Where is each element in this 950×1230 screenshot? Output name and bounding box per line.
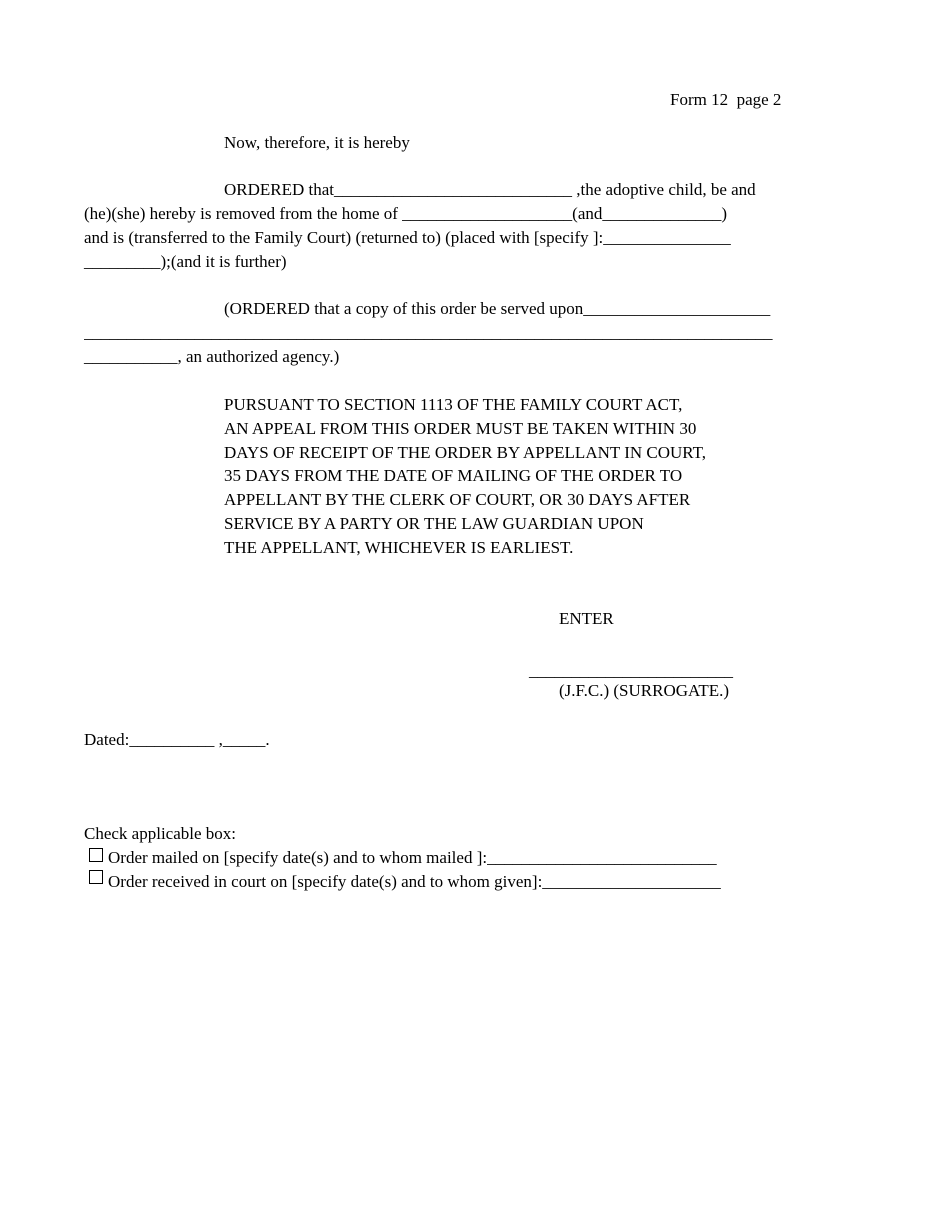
appeal-line-4: 35 DAYS FROM THE DATE OF MAILING OF THE ORDER TO: [224, 466, 683, 485]
service-line-2: _________________________________________________________________________________: [84, 323, 773, 342]
signature-line: ________________________: [529, 661, 733, 680]
checkbox-order-mailed-label: Order mailed on [specify date(s) and to whom mailed ]:___________________________: [108, 848, 717, 867]
intro-text: Now, therefore, it is hereby: [224, 133, 410, 152]
ordered-line-1: ORDERED that____________________________ ,the adoptive child, be and: [224, 180, 756, 199]
ordered-line-2: (he)(she) hereby is removed from the home of ____________________(and______________): [84, 204, 728, 223]
form-page-label: Form 12 page 2: [670, 90, 782, 109]
signature-title: (J.F.C.) (SURROGATE.): [559, 681, 730, 700]
checkbox-order-received-label: Order received in court on [specify date(s) and to whom given]:_____________________: [108, 872, 721, 891]
dated-line: Dated:__________ ,_____.: [84, 730, 270, 749]
ordered-line-3: and is (transferred to the Family Court) (returned to) (placed with [specify ]:_______________: [84, 228, 731, 247]
appeal-line-2: AN APPEAL FROM THIS ORDER MUST BE TAKEN WITHIN 30: [224, 419, 697, 438]
ordered-line-4: _________);(and it is further): [84, 252, 287, 271]
checkbox-order-mailed[interactable]: [89, 848, 103, 862]
appeal-line-1: PURSUANT TO SECTION 1113 OF THE FAMILY COURT ACT,: [224, 395, 683, 414]
checkbox-order-received[interactable]: [89, 870, 103, 884]
appeal-line-6: SERVICE BY A PARTY OR THE LAW GUARDIAN UPON: [224, 514, 644, 533]
enter-label: ENTER: [559, 609, 614, 628]
appeal-line-3: DAYS OF RECEIPT OF THE ORDER BY APPELLANT IN COURT,: [224, 443, 706, 462]
appeal-line-5: APPELLANT BY THE CLERK OF COURT, OR 30 DAYS AFTER: [224, 490, 691, 509]
checkbox-heading: Check applicable box:: [84, 824, 237, 843]
service-line-3: ___________, an authorized agency.): [84, 347, 340, 366]
service-line-1: (ORDERED that a copy of this order be served upon______________________: [224, 299, 771, 318]
appeal-line-7: THE APPELLANT, WHICHEVER IS EARLIEST.: [224, 538, 574, 557]
